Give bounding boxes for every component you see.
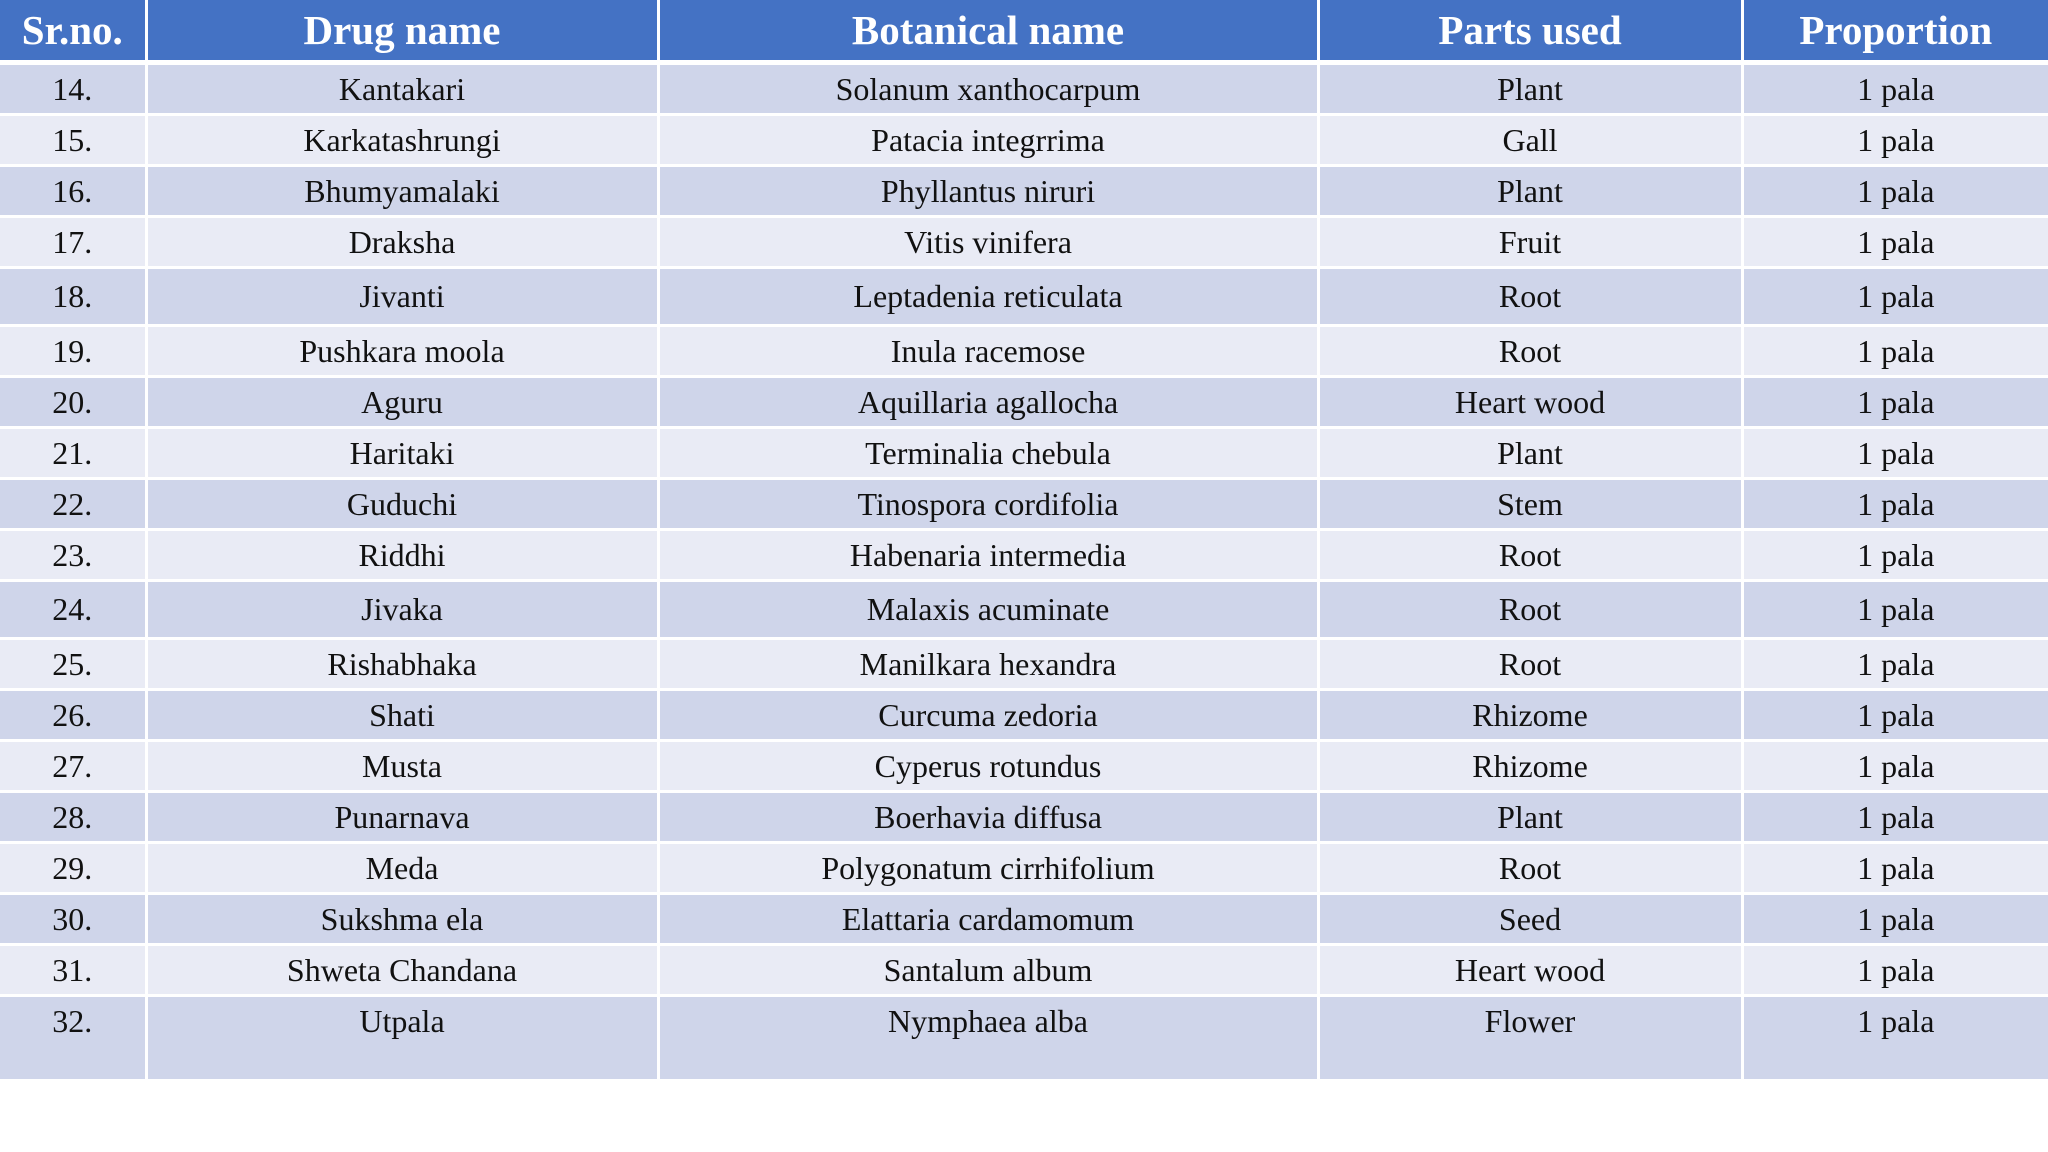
header-row: [0, 0, 2048, 63]
cell-parts-used: Flower: [1318, 996, 1742, 1081]
table-row: [0, 639, 2048, 690]
table-row: [0, 479, 2048, 530]
table-header: [0, 0, 2048, 63]
cell-drug-name: Utpala: [146, 996, 658, 1081]
cell-parts-used: Root: [1318, 843, 1742, 894]
cell-botanical-name: Elattaria cardamomum: [658, 894, 1318, 945]
cell-botanical-name: Tinospora cordifolia: [658, 479, 1318, 530]
header-botanical-name: Botanical name: [658, 0, 1318, 63]
cell-parts-used: Root: [1318, 581, 1742, 639]
table-body: [0, 63, 2048, 1081]
cell-drug-name: Jivaka: [146, 581, 658, 639]
cell-parts-used: Root: [1318, 326, 1742, 377]
cell-parts-used: Heart wood: [1318, 945, 1742, 996]
table-row: [0, 741, 2048, 792]
cell-botanical-name: Solanum xanthocarpum: [658, 63, 1318, 115]
table-row: [0, 530, 2048, 581]
cell-botanical-name: Boerhavia diffusa: [658, 792, 1318, 843]
cell-parts-used: Heart wood: [1318, 377, 1742, 428]
cell-proportion: 1 pala: [1742, 166, 2048, 217]
cell-proportion: 1 pala: [1742, 792, 2048, 843]
table-row: [0, 63, 2048, 115]
cell-proportion: 1 pala: [1742, 377, 2048, 428]
cell-srno: 19.: [0, 326, 146, 377]
cell-proportion: 1 pala: [1742, 996, 2048, 1081]
cell-parts-used: Root: [1318, 639, 1742, 690]
cell-drug-name: Punarnava: [146, 792, 658, 843]
cell-proportion: 1 pala: [1742, 639, 2048, 690]
cell-drug-name: Kantakari: [146, 63, 658, 115]
table-row: [0, 581, 2048, 639]
header-parts-used: Parts used: [1318, 0, 1742, 63]
cell-srno: 31.: [0, 945, 146, 996]
cell-proportion: 1 pala: [1742, 581, 2048, 639]
cell-drug-name: Riddhi: [146, 530, 658, 581]
cell-proportion: 1 pala: [1742, 690, 2048, 741]
cell-parts-used: Rhizome: [1318, 741, 1742, 792]
cell-drug-name: Guduchi: [146, 479, 658, 530]
table-row: [0, 428, 2048, 479]
cell-parts-used: Plant: [1318, 792, 1742, 843]
table-row: [0, 945, 2048, 996]
table-row: [0, 894, 2048, 945]
cell-srno: 29.: [0, 843, 146, 894]
cell-drug-name: Bhumyamalaki: [146, 166, 658, 217]
cell-srno: 23.: [0, 530, 146, 581]
cell-srno: 22.: [0, 479, 146, 530]
cell-srno: 16.: [0, 166, 146, 217]
cell-botanical-name: Manilkara hexandra: [658, 639, 1318, 690]
cell-botanical-name: Curcuma zedoria: [658, 690, 1318, 741]
table-row: [0, 217, 2048, 268]
cell-botanical-name: Phyllantus niruri: [658, 166, 1318, 217]
cell-srno: 21.: [0, 428, 146, 479]
table-row: [0, 843, 2048, 894]
cell-proportion: 1 pala: [1742, 428, 2048, 479]
cell-drug-name: Jivanti: [146, 268, 658, 326]
cell-botanical-name: Malaxis acuminate: [658, 581, 1318, 639]
cell-proportion: 1 pala: [1742, 268, 2048, 326]
table-row: [0, 166, 2048, 217]
cell-srno: 24.: [0, 581, 146, 639]
cell-proportion: 1 pala: [1742, 894, 2048, 945]
header-proportion: Proportion: [1742, 0, 2048, 63]
cell-proportion: 1 pala: [1742, 945, 2048, 996]
cell-srno: 27.: [0, 741, 146, 792]
header-srno: Sr.no.: [0, 0, 146, 63]
cell-drug-name: Pushkara moola: [146, 326, 658, 377]
table-row: [0, 690, 2048, 741]
cell-srno: 25.: [0, 639, 146, 690]
cell-botanical-name: Vitis vinifera: [658, 217, 1318, 268]
cell-drug-name: Haritaki: [146, 428, 658, 479]
cell-botanical-name: Aquillaria agallocha: [658, 377, 1318, 428]
cell-proportion: 1 pala: [1742, 741, 2048, 792]
table-row: [0, 996, 2048, 1081]
cell-srno: 28.: [0, 792, 146, 843]
table-row: [0, 377, 2048, 428]
cell-parts-used: Fruit: [1318, 217, 1742, 268]
cell-srno: 26.: [0, 690, 146, 741]
cell-botanical-name: Terminalia chebula: [658, 428, 1318, 479]
cell-parts-used: Stem: [1318, 479, 1742, 530]
cell-proportion: 1 pala: [1742, 115, 2048, 166]
table-row: [0, 326, 2048, 377]
cell-drug-name: Shweta Chandana: [146, 945, 658, 996]
cell-srno: 15.: [0, 115, 146, 166]
cell-botanical-name: Inula racemose: [658, 326, 1318, 377]
cell-parts-used: Plant: [1318, 166, 1742, 217]
cell-proportion: 1 pala: [1742, 530, 2048, 581]
cell-proportion: 1 pala: [1742, 326, 2048, 377]
cell-drug-name: Draksha: [146, 217, 658, 268]
cell-srno: 30.: [0, 894, 146, 945]
cell-drug-name: Rishabhaka: [146, 639, 658, 690]
cell-botanical-name: Santalum album: [658, 945, 1318, 996]
cell-botanical-name: Nymphaea alba: [658, 996, 1318, 1081]
cell-srno: 17.: [0, 217, 146, 268]
cell-srno: 14.: [0, 63, 146, 115]
cell-botanical-name: Leptadenia reticulata: [658, 268, 1318, 326]
cell-drug-name: Meda: [146, 843, 658, 894]
table-row: [0, 115, 2048, 166]
cell-parts-used: Plant: [1318, 428, 1742, 479]
cell-srno: 32.: [0, 996, 146, 1081]
cell-drug-name: Musta: [146, 741, 658, 792]
cell-drug-name: Shati: [146, 690, 658, 741]
cell-drug-name: Karkatashrungi: [146, 115, 658, 166]
cell-parts-used: Seed: [1318, 894, 1742, 945]
cell-drug-name: Sukshma ela: [146, 894, 658, 945]
cell-drug-name: Aguru: [146, 377, 658, 428]
cell-parts-used: Gall: [1318, 115, 1742, 166]
cell-proportion: 1 pala: [1742, 63, 2048, 115]
cell-proportion: 1 pala: [1742, 217, 2048, 268]
cell-proportion: 1 pala: [1742, 479, 2048, 530]
cell-srno: 20.: [0, 377, 146, 428]
cell-botanical-name: Patacia integrrima: [658, 115, 1318, 166]
cell-parts-used: Plant: [1318, 63, 1742, 115]
cell-srno: 18.: [0, 268, 146, 326]
cell-parts-used: Root: [1318, 530, 1742, 581]
cell-parts-used: Root: [1318, 268, 1742, 326]
header-drug-name: Drug name: [146, 0, 658, 63]
table-row: [0, 268, 2048, 326]
cell-botanical-name: Polygonatum cirrhifolium: [658, 843, 1318, 894]
cell-botanical-name: Cyperus rotundus: [658, 741, 1318, 792]
cell-botanical-name: Habenaria intermedia: [658, 530, 1318, 581]
cell-parts-used: Rhizome: [1318, 690, 1742, 741]
table-row: [0, 792, 2048, 843]
cell-proportion: 1 pala: [1742, 843, 2048, 894]
